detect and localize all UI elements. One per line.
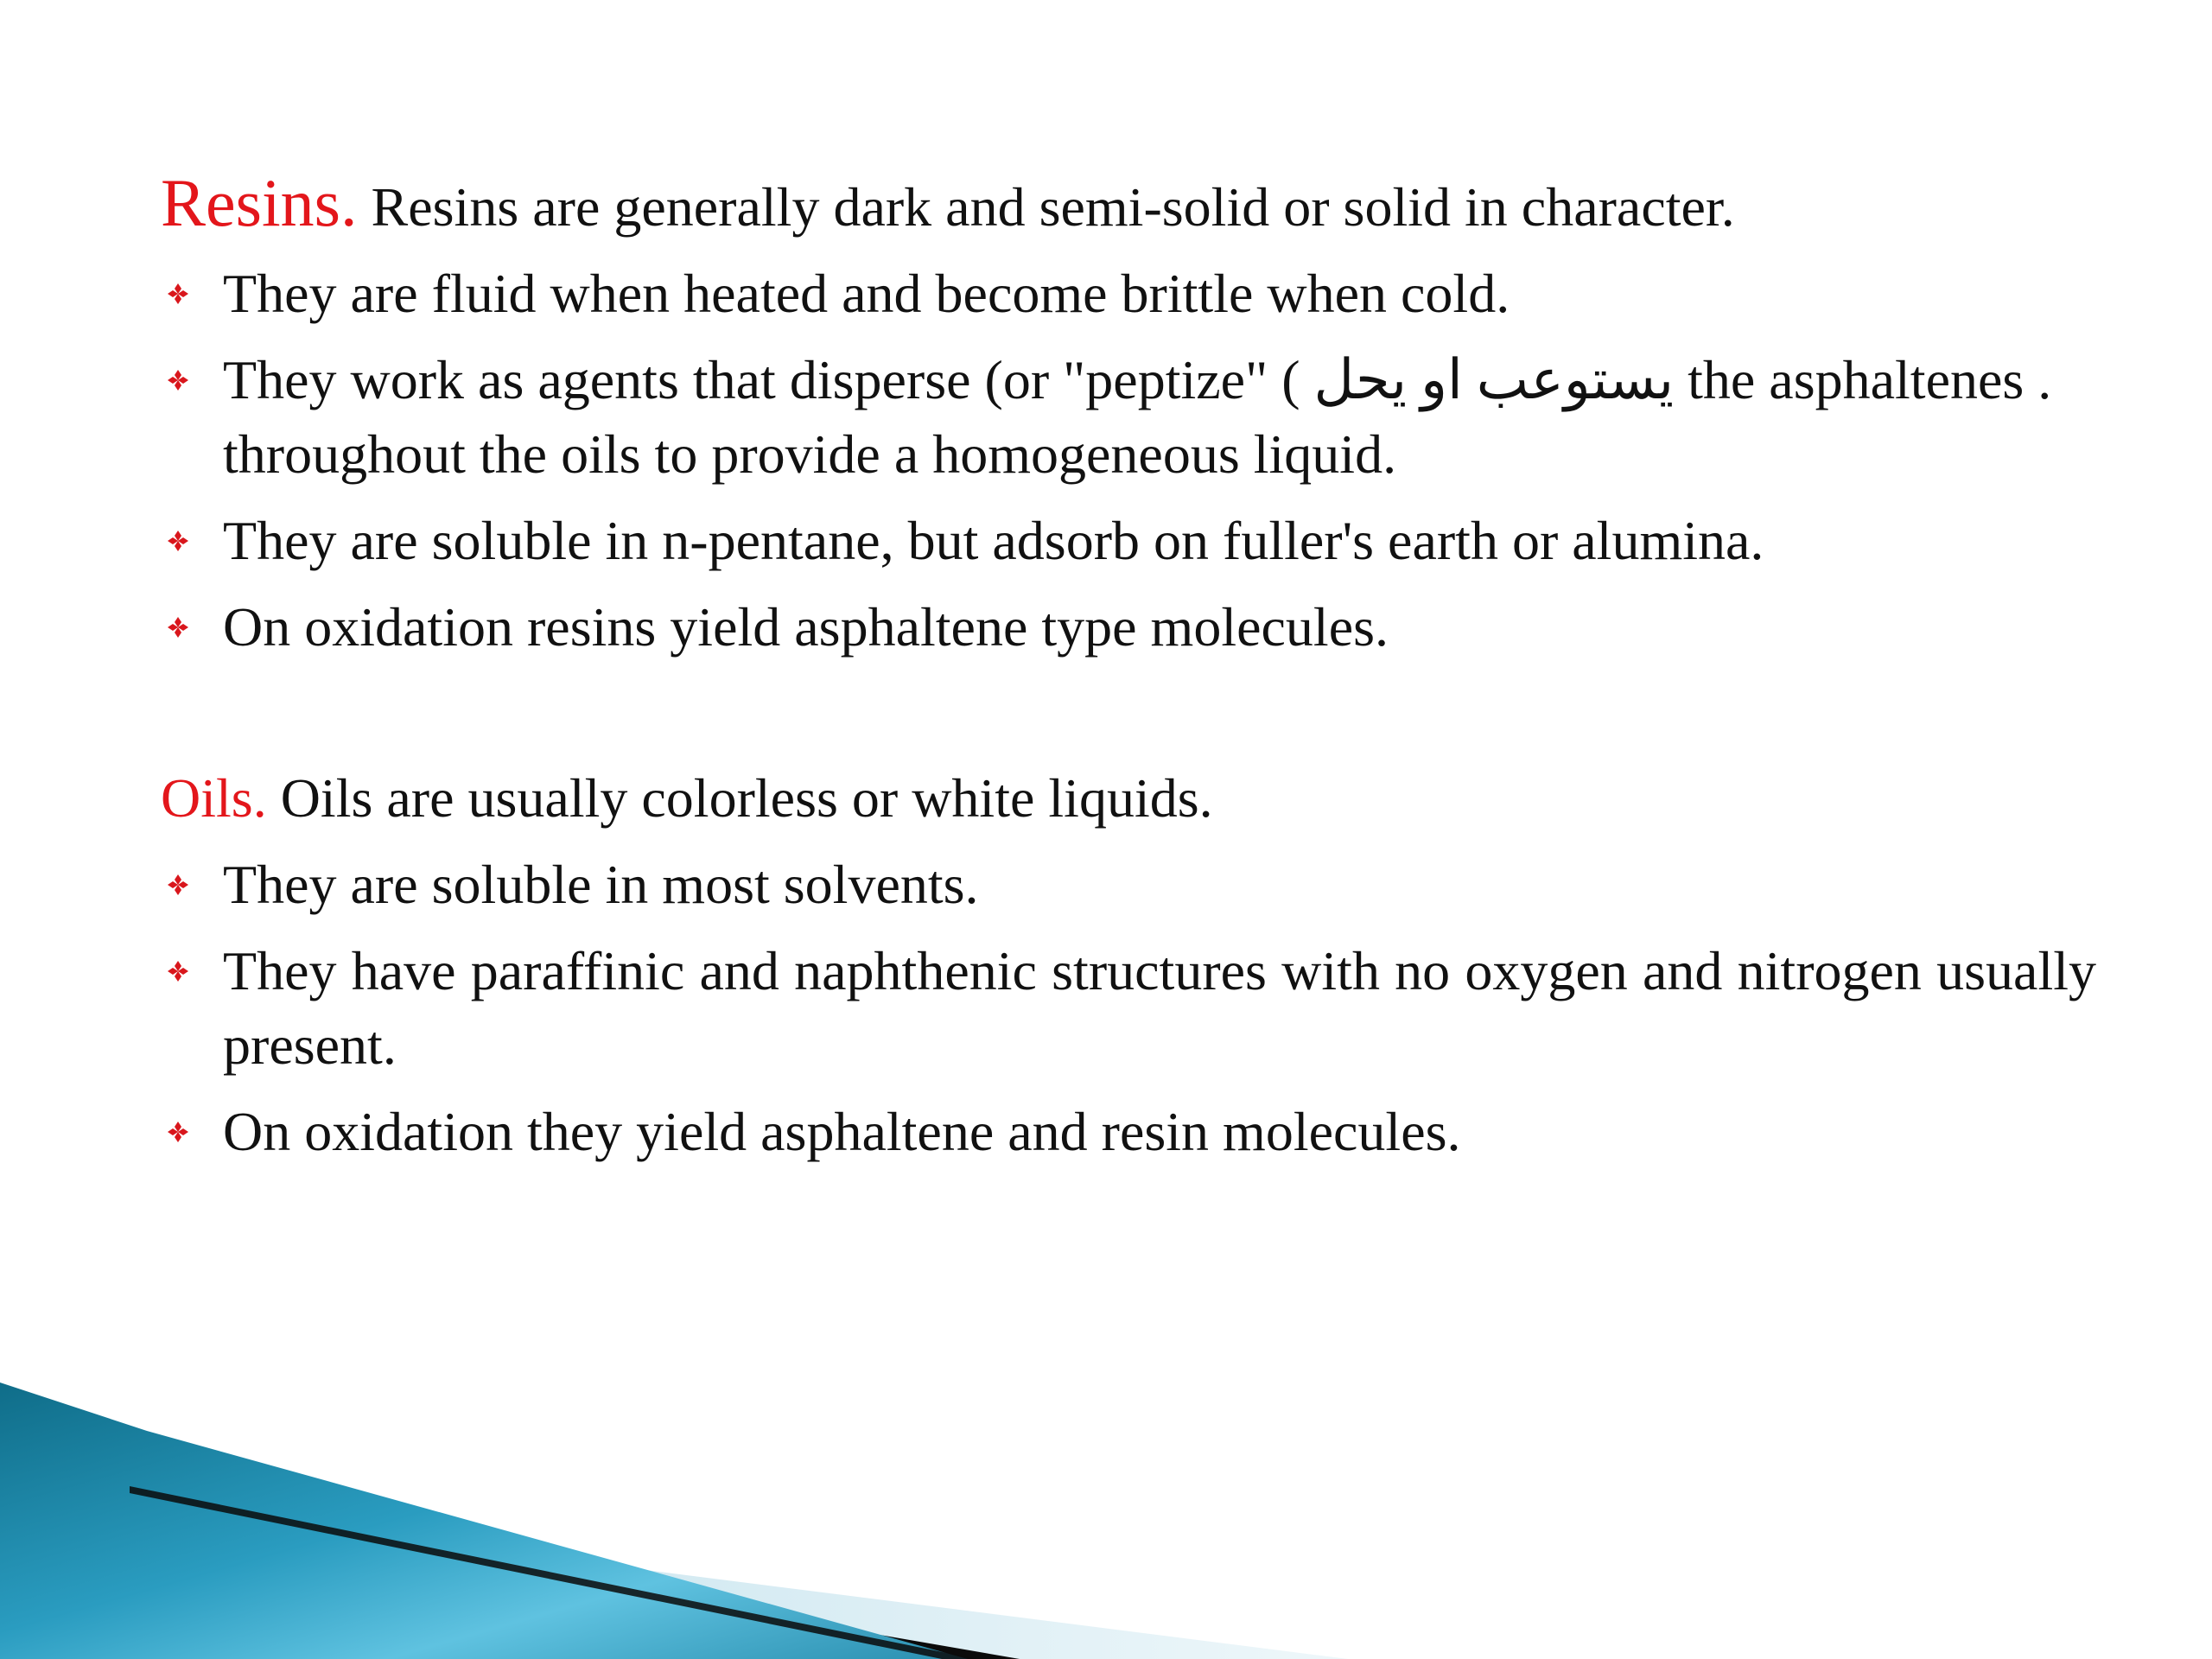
diamond-bullet-icon	[161, 1095, 195, 1169]
resins-intro	[161, 166, 2096, 245]
oils-intro-text: Oils are usually colorless or white liquids.	[266, 767, 1213, 829]
resins-bullet-list	[161, 257, 2096, 664]
list-item-text: They are soluble in most solvents.	[223, 854, 979, 915]
decorative-swoosh	[0, 1382, 2212, 1659]
slide-content	[161, 166, 2096, 1169]
list-item	[161, 934, 2096, 1083]
list-item-text: They have paraffinic and naphthenic structures with no oxygen and nitrogen usually present.	[223, 940, 2096, 1076]
list-item-text: They work as agents that disperse (or "peptize" ( يستوعب او يحل the asphaltenes . throughout the oils to provide a homogeneous liquid.	[223, 349, 2052, 485]
list-item	[161, 257, 2096, 331]
list-item	[161, 848, 2096, 922]
oils-bullet-list	[161, 848, 2096, 1169]
section-gap	[161, 664, 2096, 761]
list-item	[161, 590, 2096, 664]
oils-heading: Oils.	[161, 767, 267, 829]
list-item-text: They are soluble in n-pentane, but adsorb on fuller's earth or alumina.	[223, 510, 1764, 571]
diamond-bullet-icon	[161, 343, 195, 417]
oils-intro	[161, 761, 2096, 836]
resins-intro-text: Resins are generally dark and semi-solid or solid in character.	[357, 176, 1735, 238]
diamond-bullet-icon	[161, 257, 195, 331]
list-item-text: On oxidation resins yield asphaltene type molecules.	[223, 596, 1389, 658]
diamond-bullet-icon	[161, 504, 195, 578]
list-item-text: They are fluid when heated and become brittle when cold.	[223, 263, 1510, 324]
list-item	[161, 1095, 2096, 1169]
diamond-bullet-icon	[161, 934, 195, 1008]
list-item	[161, 343, 2096, 492]
diamond-bullet-icon	[161, 848, 195, 922]
resins-heading: Resins.	[161, 165, 358, 240]
diamond-bullet-icon	[161, 590, 195, 664]
list-item-text: On oxidation they yield asphaltene and resin molecules.	[223, 1101, 1461, 1162]
list-item	[161, 504, 2096, 578]
